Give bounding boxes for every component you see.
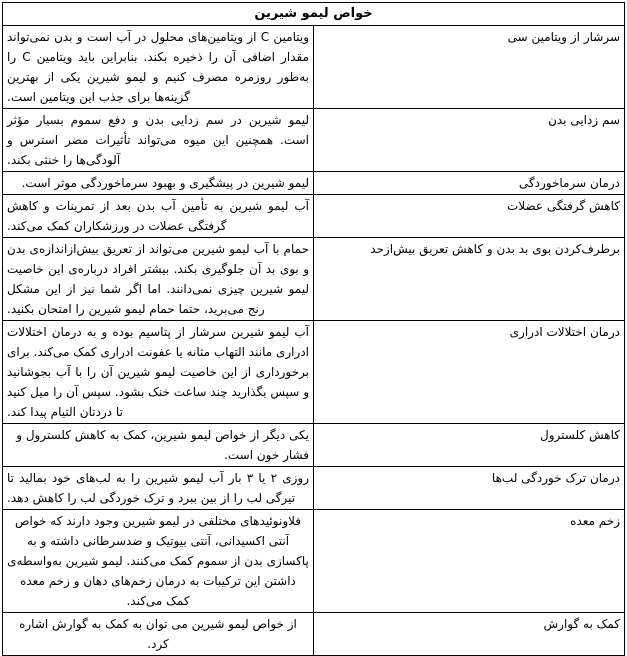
description-cell: لیمو شیرین در سم زدایی بدن و دفع سموم بسیار مؤثر است. همچنین این میوه می‌تواند تأثیرات مضر استرس و آلودگی‌ها را خنثی بکند. xyxy=(3,109,314,172)
table-row xyxy=(3,109,625,172)
description-cell: آب لیمو شیرین سرشار از پتاسیم بوده و به درمان اختلالات ادراری مانند التهاب مثانه یا عفونت ادراری کمک می‌کند. برای برخورداری از این خاصیت لیمو شیرین آن را با آب بجوشانید و سپس بگذارید چند ساعت خنک بشود. سپس آن را میل کنید تا دردتان التیام پیدا کند. xyxy=(3,321,314,424)
description-cell: حمام با آب لیمو شیرین می‌تواند از تعریق بیش‌ازاندازه‌ی بدن و بوی بد آن جلوگیری بکند. بیشتر افراد درباره‌ی این خاصیت لیمو شیرین چیزی نمی‌دانند. اما اگر شما نیز از این مشکل رنج می‌برید، حتما حمام لیمو شیرین را امتحان بکنید. xyxy=(3,238,314,321)
description-cell: از خواص لیمو شیرین می توان به کمک به گوارش اشاره کرد. xyxy=(3,613,314,656)
sweet-lemon-properties-table xyxy=(2,2,625,656)
property-cell: کاهش گرفتگی عضلات xyxy=(314,195,625,238)
description-cell: آب لیمو شیرین به تأمین آب بدن بعد از تمرینات و کاهش گرفتگی عضلات در ورزشکاران کمک می‌کند. xyxy=(3,195,314,238)
property-cell: سم زدایی بدن xyxy=(314,109,625,172)
property-cell: سرشار از ویتامین سی xyxy=(314,26,625,109)
description-cell: روزی ۲ یا ۳ بار آب لیمو شیرین را به لب‌های خود بمالید تا تیرگی لب را از بین ببرد و ترک خوردگی لب را کاهش دهد. xyxy=(3,467,314,510)
property-cell: درمان اختلالات ادراری xyxy=(314,321,625,424)
table-title: خواص لیمو شیرین xyxy=(3,3,625,26)
property-cell: درمان سرماخوردگی xyxy=(314,172,625,195)
property-cell: درمان ترک خوردگی لب‌ها xyxy=(314,467,625,510)
description-cell: فلاونوئیدهای مختلفی در لیمو شیرین وجود دارند که خواص آنتی اکسیدانی، آنتی بیوتیک و ضدسرطانی داشته و به پاکسازی بدن از سموم کمک می‌کنند. لیمو شیرین به‌واسطه‌ی داشتن این ترکیبات به درمان زخم‌های دهان و زخم معده کمک می‌کند. xyxy=(3,510,314,613)
table-row xyxy=(3,424,625,467)
table-row xyxy=(3,510,625,613)
table-row xyxy=(3,613,625,656)
table-row xyxy=(3,195,625,238)
table-row xyxy=(3,238,625,321)
table-header-row xyxy=(3,3,625,26)
description-cell: ویتامین C از ویتامین‌های محلول در آب است و بدن نمی‌تواند مقدار اضافی آن را ذخیره بکند. بنابراین باید ویتامین C را به‌طور روزمره مصرف کنیم و لیمو شیرین یکی از بهترین گزینه‌ها برای جذب این ویتامین است. xyxy=(3,26,314,109)
property-cell: زخم معده xyxy=(314,510,625,613)
description-cell: لیمو شیرین در پیشگیری و بهبود سرماخوردگی موثر است. xyxy=(3,172,314,195)
property-cell: کمک به گوارش xyxy=(314,613,625,656)
property-cell: برطرف‌کردن بوی بد بدن و کاهش تعریق بیش‌ازحد xyxy=(314,238,625,321)
table-row xyxy=(3,172,625,195)
table-row xyxy=(3,467,625,510)
table-row xyxy=(3,26,625,109)
property-cell: کاهش کلسترول xyxy=(314,424,625,467)
description-cell: یکی دیگر از خواص لیمو شیرین، کمک به کاهش کلسترول و فشار خون است. xyxy=(3,424,314,467)
table-row xyxy=(3,321,625,424)
